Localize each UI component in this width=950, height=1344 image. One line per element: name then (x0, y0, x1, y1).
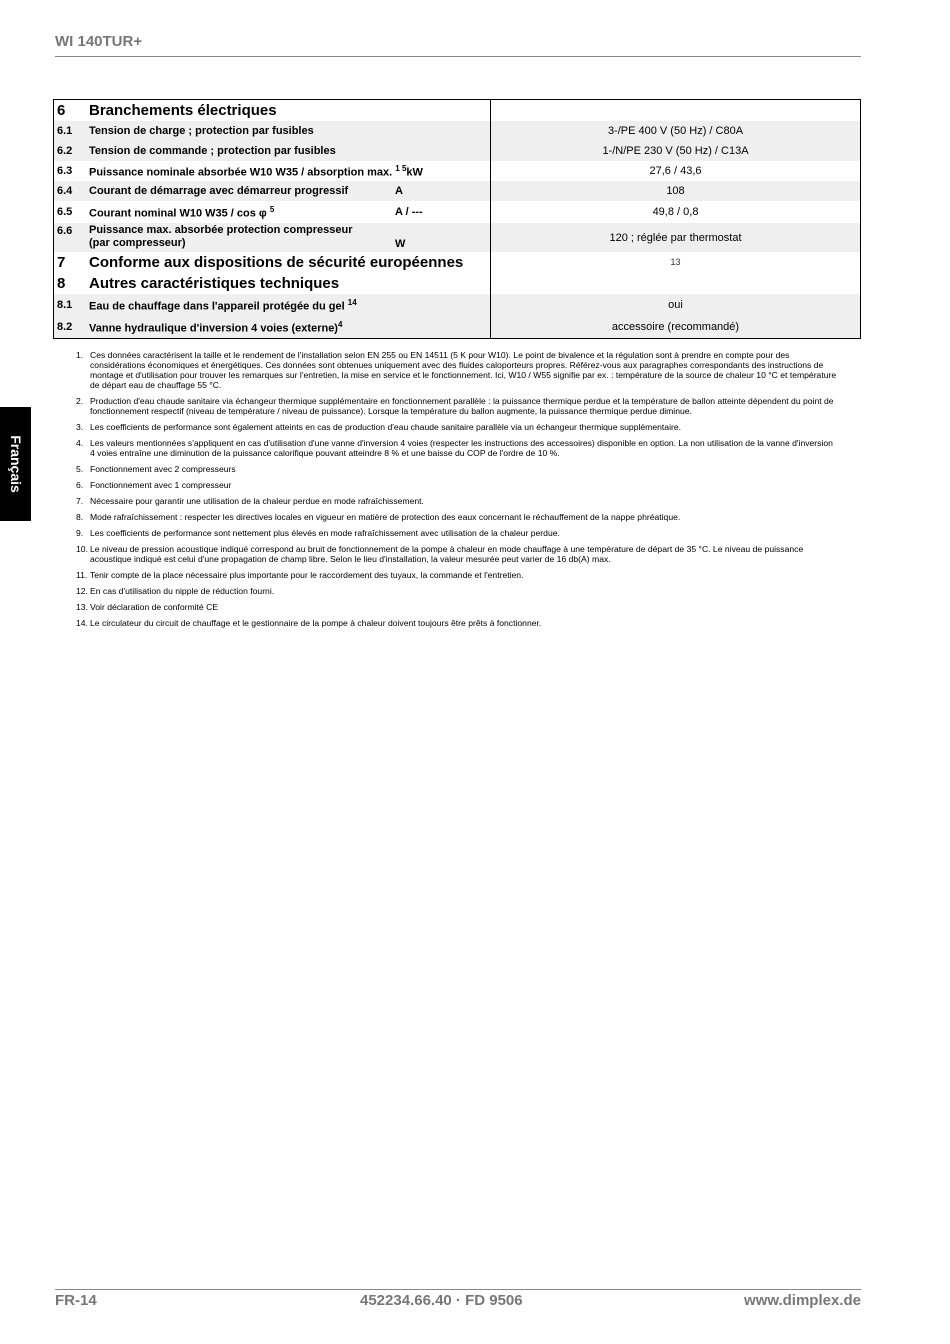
row-unit (392, 121, 491, 141)
section-title: Conforme aux dispositions de sécurité européennes (86, 252, 491, 273)
spec-table (53, 99, 861, 339)
footnote-text: En cas d'utilisation du nipple de réduction fourni. (90, 586, 275, 596)
footnote-number: 3. (76, 422, 84, 432)
row-label-line2: (par compresseur) (89, 237, 186, 249)
section-title: Branchements électriques (86, 100, 491, 122)
row-value: 49,8 / 0,8 (652, 206, 699, 218)
row-value: 108 (491, 181, 861, 201)
row-label-cell (86, 223, 392, 252)
table-row (54, 181, 861, 201)
footnote-text: Production d'eau chaude sanitaire via échangeur thermique supplémentaire en fonctionnement parallèle : la puissance thermique perdue et la température de ballon atteinte dépendent du point de fonctionnement respectif (niveau de température / niveau de puissance). Lorsque la température du ballon augmente, la puissance thermique perdue diminue. (90, 396, 834, 416)
row-value: accessoire (recommandé) (491, 316, 861, 339)
section-title: Autres caractéristiques techniques (86, 273, 491, 294)
footnote-text: Voir déclaration de conformité CE (90, 602, 219, 612)
footnote-text: Le circulateur du circuit de chauffage et le gestionnaire de la pompe à chaleur doivent toujours être prêts à fonctionner. (90, 618, 542, 628)
footnote-number: 12. (76, 586, 88, 596)
footnote-number: 1. (76, 350, 84, 360)
footnote (76, 350, 838, 390)
footnote (76, 496, 838, 506)
footnote-text: Tenir compte de la place nécessaire plus importante pour le raccordement des tuyaux, la commande et l'entretien. (90, 570, 524, 580)
footnote-number: 9. (76, 528, 84, 538)
document-id: 452234.66.40 · FD 9506 (360, 1292, 523, 1309)
row-label: Eau de chauffage dans l'appareil protégée du gel (89, 300, 345, 313)
footnote (76, 422, 838, 432)
row-number: 6.4 (54, 181, 87, 201)
footnote-ref: 4 (337, 319, 343, 329)
language-tab (0, 407, 31, 521)
footnote-number: 10. (76, 544, 88, 554)
page-number: FR-14 (55, 1292, 97, 1309)
section-number: 6 (54, 100, 87, 122)
row-label: Puissance max. absorbée protection compresseur (89, 224, 353, 236)
footnote-ref: 14 (347, 297, 357, 307)
footnote-number: 2. (76, 396, 84, 406)
section-number: 7 (54, 252, 87, 273)
footnote (76, 586, 838, 596)
footnote-text: Fonctionnement avec 1 compresseur (90, 480, 232, 490)
table-row (54, 201, 861, 223)
table-row (54, 121, 861, 141)
language-tab-label: Français (7, 435, 24, 493)
row-unit: A / --- (392, 201, 491, 223)
footnote (76, 618, 838, 628)
footnote (76, 544, 838, 564)
footnote-number: 6. (76, 480, 84, 490)
row-label-cell (86, 316, 491, 339)
row-label: Puissance nominale absorbée W10 W35 / absorption max. (89, 166, 393, 179)
section-header (54, 273, 861, 294)
footnote (76, 570, 838, 580)
footer-divider (55, 1289, 861, 1290)
footnote (76, 464, 838, 474)
header-divider (55, 56, 861, 57)
footnote (76, 512, 838, 522)
row-label: Courant nominal W10 W35 / cos φ (89, 207, 267, 220)
footnote-number: 11. (76, 570, 88, 580)
footnote (76, 528, 838, 538)
footnote-ref: 1 5 (395, 163, 407, 173)
footnote-number: 13. (76, 602, 88, 612)
footnote-text: Nécessaire pour garantir une utilisation de la chaleur perdue en mode rafraîchissement. (90, 496, 424, 506)
row-unit: W (392, 223, 491, 252)
footnote-text: Fonctionnement avec 2 compresseurs (90, 464, 236, 474)
row-label: Courant de démarrage avec démarreur progressif (86, 181, 392, 201)
row-value: oui (491, 294, 861, 316)
row-value: 27,6 / 43,6 (649, 165, 702, 177)
row-label: Vanne hydraulique d'inversion 4 voies (externe) (89, 322, 338, 335)
row-label: Tension de commande ; protection par fusibles (86, 141, 392, 161)
footnote-number: 8. (76, 512, 84, 522)
row-number: 6.6 (54, 223, 87, 252)
row-number: 6.1 (54, 121, 87, 141)
footnote-text: Les coefficients de performance sont nettement plus élevés en mode rafraîchissement avec utilisation de la chaleur perdue. (90, 528, 560, 538)
footnote-text: Les valeurs mentionnées s'appliquent en cas d'utilisation d'une vanne d'inversion 4 voies (respecter les instructions des accessoires) disponible en option. La non utilisation de la vanne d'inversion 4 voies entraîne une diminution de la puissance calorifique pouvant atteindre 8 % et une baisse du COP de l'ordre de 10 %. (90, 438, 833, 458)
footnote-number: 4. (76, 438, 84, 448)
section-value: 13 (670, 257, 681, 267)
table-row (54, 141, 861, 161)
footnote (76, 480, 838, 490)
document-title: WI 140TUR+ (55, 33, 143, 50)
section-header (54, 100, 861, 122)
footnote-number: 14. (76, 618, 88, 628)
footnote (76, 602, 838, 612)
table-row (54, 223, 861, 252)
website-link[interactable]: www.dimplex.de (744, 1292, 861, 1309)
row-value: 3-/PE 400 V (50 Hz) / C80A (491, 121, 861, 141)
row-number: 6.3 (57, 165, 73, 177)
row-number: 8.2 (54, 316, 87, 339)
row-unit (392, 141, 491, 161)
row-value: 120 ; réglée par thermostat (491, 223, 861, 252)
row-value: 1-/N/PE 230 V (50 Hz) / C13A (491, 141, 861, 161)
table-row (54, 161, 861, 181)
footnote-text: Ces données caractérisent la taille et le rendement de l'installation selon EN 255 ou EN 14511 (5 K pour W10). Le point de bivalence et la régulation sont à prendre en compte pour des considérations économiques et énergétiques. Ces données sont obtenues uniquement avec des fluides caloporteurs propres. Référez-vous aux paragraphes correspondants des instructions de montage et d'utilisation pour trouver les remarques sur l'entretien, la mise en service et le fonctionnement. Ici, W10 / W55 signifie par ex. : température de la source de chaleur 10 °C et température de départ eau de chauffage 55 °C. (90, 350, 837, 390)
row-label-cell (86, 294, 491, 316)
section-number: 8 (54, 273, 87, 294)
footnote-text: Le niveau de pression acoustique indiqué correspond au bruit de fonctionnement de la pompe à chaleur en mode chauffage à une température de départ de 35 °C. Le niveau de puissance acoustique indiqué est celui d'une propagation de champ libre. Selon le lieu d'installation, la valeur mesurée peut varier de 16 db(A) max. (90, 544, 804, 564)
row-number: 6.2 (54, 141, 87, 161)
footnote-number: 7. (76, 496, 84, 506)
footnote (76, 438, 838, 458)
row-number: 8.1 (54, 294, 87, 316)
row-label-cell (86, 201, 392, 223)
table-row (54, 316, 861, 339)
table-row (54, 294, 861, 316)
footnotes-list (76, 350, 838, 634)
footnote-ref: 5 (269, 204, 275, 214)
section-header (54, 252, 861, 273)
row-number: 6.5 (57, 206, 73, 218)
footnote-text: Les coefficients de performance sont également atteints en cas de production d'eau chaude sanitaire parallèle via un échangeur thermique supplémentaire. (90, 422, 682, 432)
row-unit: kW (406, 166, 423, 179)
row-unit: A (392, 181, 491, 201)
row-label: Tension de charge ; protection par fusibles (86, 121, 392, 141)
footnote-number: 5. (76, 464, 84, 474)
footnote-text: Mode rafraîchissement : respecter les directives locales en vigueur en matière de protection des eaux concernant le réchauffement de la nappe phréatique. (90, 512, 681, 522)
footnote (76, 396, 838, 416)
row-label-cell (86, 161, 491, 181)
